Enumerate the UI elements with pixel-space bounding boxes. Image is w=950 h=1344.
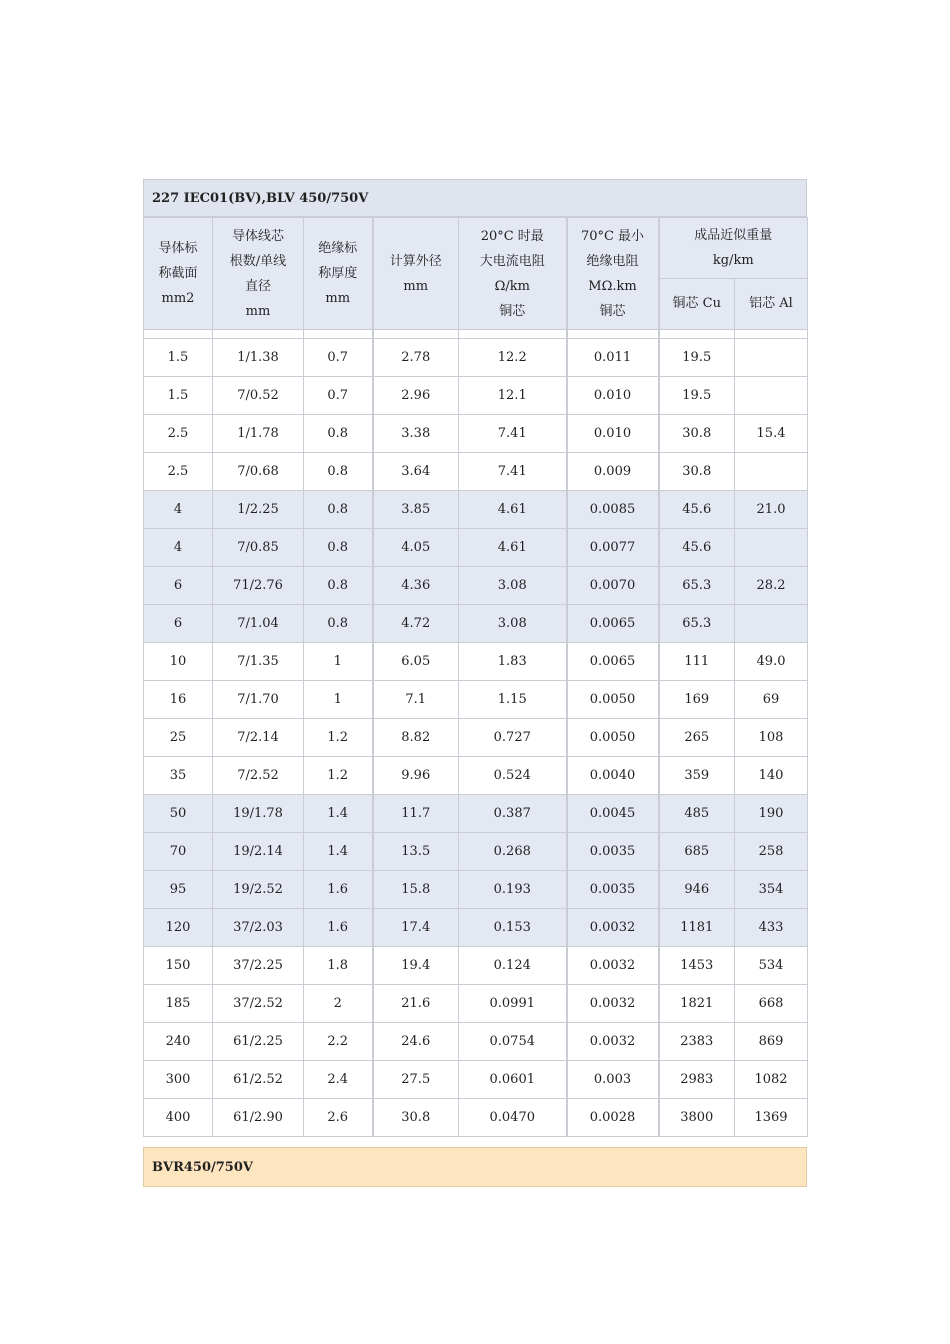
table-cell: 1369 bbox=[735, 1099, 808, 1137]
table-cell: 534 bbox=[735, 947, 808, 985]
table-row bbox=[144, 567, 808, 605]
table-row bbox=[144, 909, 808, 947]
header-line: 绝缘电阻 bbox=[586, 253, 639, 269]
header-insulation-thickness bbox=[304, 218, 373, 330]
table-cell: 0.0065 bbox=[567, 605, 659, 643]
table-cell: 65.3 bbox=[659, 567, 735, 605]
table-cell: 0.0470 bbox=[459, 1099, 567, 1137]
table-cell: 1.6 bbox=[304, 909, 373, 947]
table-cell: 265 bbox=[659, 719, 735, 757]
table-cell: 50 bbox=[144, 795, 213, 833]
table-cell: 1.5 bbox=[144, 377, 213, 415]
table-cell: 685 bbox=[659, 833, 735, 871]
table-cell: 95 bbox=[144, 871, 213, 909]
table-cell: 0.0032 bbox=[567, 985, 659, 1023]
table-cell: 1/1.78 bbox=[213, 415, 304, 453]
table-cell: 0.7 bbox=[304, 339, 373, 377]
table-cell: 150 bbox=[144, 947, 213, 985]
table-cell bbox=[735, 453, 808, 491]
table-cell: 37/2.52 bbox=[213, 985, 304, 1023]
table-cell: 0.0035 bbox=[567, 833, 659, 871]
header-conductor-strands bbox=[213, 218, 304, 330]
table-cell: 28.2 bbox=[735, 567, 808, 605]
table-cell: 2.4 bbox=[304, 1061, 373, 1099]
table-cell: 3.64 bbox=[373, 453, 459, 491]
table-cell: 1 bbox=[304, 681, 373, 719]
table-cell: 0.8 bbox=[304, 605, 373, 643]
table-cell: 0.8 bbox=[304, 415, 373, 453]
table-cell: 10 bbox=[144, 643, 213, 681]
table-cell: 1082 bbox=[735, 1061, 808, 1099]
header-line: 直径 bbox=[244, 278, 271, 294]
header-line: 铜芯 bbox=[599, 303, 626, 319]
table-cell: 71/2.76 bbox=[213, 567, 304, 605]
table-cell: 0.153 bbox=[459, 909, 567, 947]
table-cell: 1.4 bbox=[304, 833, 373, 871]
table-cell: 12.2 bbox=[459, 339, 567, 377]
table-cell: 190 bbox=[735, 795, 808, 833]
table-cell: 1181 bbox=[659, 909, 735, 947]
table-cell: 0.0077 bbox=[567, 529, 659, 567]
header-line: 成品近似重量 bbox=[694, 228, 773, 243]
table-cell: 35 bbox=[144, 757, 213, 795]
table-row bbox=[144, 339, 808, 377]
table-cell: 9.96 bbox=[373, 757, 459, 795]
table-cell: 21.6 bbox=[373, 985, 459, 1023]
table-cell: 0.0028 bbox=[567, 1099, 659, 1137]
table-cell: 0.0032 bbox=[567, 909, 659, 947]
table-cell: 7.41 bbox=[459, 415, 567, 453]
table-row bbox=[144, 605, 808, 643]
header-line: 计算外径 bbox=[389, 253, 442, 269]
table-cell: 169 bbox=[659, 681, 735, 719]
table-cell: 120 bbox=[144, 909, 213, 947]
table-cell: 21.0 bbox=[735, 491, 808, 529]
table-cell: 0.0754 bbox=[459, 1023, 567, 1061]
table-cell: 3.38 bbox=[373, 415, 459, 453]
table-cell: 45.6 bbox=[659, 491, 735, 529]
table-cell: 0.0065 bbox=[567, 643, 659, 681]
table-cell: 0.0601 bbox=[459, 1061, 567, 1099]
table-row bbox=[144, 377, 808, 415]
table-cell: 7/0.52 bbox=[213, 377, 304, 415]
table-cell: 4.61 bbox=[459, 529, 567, 567]
header-line: kg/km bbox=[712, 253, 754, 268]
table-cell: 6 bbox=[144, 567, 213, 605]
table-cell: 49.0 bbox=[735, 643, 808, 681]
table-row bbox=[144, 1061, 808, 1099]
table-cell: 2.6 bbox=[304, 1099, 373, 1137]
header-min-insulation-resistance bbox=[567, 218, 659, 330]
table-row bbox=[144, 453, 808, 491]
table-cell: 69 bbox=[735, 681, 808, 719]
header-line: 20°C 时最 bbox=[480, 228, 544, 244]
header-outer-diameter bbox=[373, 218, 459, 330]
header-max-resistance bbox=[459, 218, 567, 330]
header-line: 根数/单线 bbox=[229, 253, 287, 269]
header-line: MΩ.km bbox=[588, 278, 637, 294]
table-cell: 3.85 bbox=[373, 491, 459, 529]
table-cell: 0.0070 bbox=[567, 567, 659, 605]
table-cell: 7/2.14 bbox=[213, 719, 304, 757]
table-cell: 37/2.25 bbox=[213, 947, 304, 985]
table-cell: 19.5 bbox=[659, 377, 735, 415]
table-cell: 4 bbox=[144, 529, 213, 567]
table-cell: 0.0032 bbox=[567, 1023, 659, 1061]
table-cell: 140 bbox=[735, 757, 808, 795]
spec-table bbox=[143, 217, 808, 1137]
table-cell: 1 bbox=[304, 643, 373, 681]
table-cell: 0.0040 bbox=[567, 757, 659, 795]
table-cell: 0.0035 bbox=[567, 871, 659, 909]
header-line: mm bbox=[403, 278, 429, 294]
table-cell: 2.78 bbox=[373, 339, 459, 377]
table-cell: 0.011 bbox=[567, 339, 659, 377]
header-weight-copper: 铜芯 Cu bbox=[659, 279, 735, 330]
cable-spec-table-section bbox=[143, 179, 807, 1137]
table-cell: 8.82 bbox=[373, 719, 459, 757]
header-line: 称截面 bbox=[158, 266, 198, 281]
spec-table-body bbox=[144, 330, 808, 1137]
section-title-bv-blv: 227 IEC01(BV),BLV 450/750V bbox=[143, 179, 807, 217]
table-cell bbox=[735, 377, 808, 415]
table-cell: 1.4 bbox=[304, 795, 373, 833]
table-cell: 0.7 bbox=[304, 377, 373, 415]
table-cell: 1.6 bbox=[304, 871, 373, 909]
table-cell: 7/1.70 bbox=[213, 681, 304, 719]
table-cell: 0.0032 bbox=[567, 947, 659, 985]
table-cell bbox=[735, 605, 808, 643]
table-cell: 240 bbox=[144, 1023, 213, 1061]
table-cell: 3800 bbox=[659, 1099, 735, 1137]
header-line: Ω/km bbox=[494, 278, 530, 294]
table-cell: 1/2.25 bbox=[213, 491, 304, 529]
table-cell: 7/2.52 bbox=[213, 757, 304, 795]
table-cell: 19.5 bbox=[659, 339, 735, 377]
table-cell: 1.8 bbox=[304, 947, 373, 985]
table-cell: 1.15 bbox=[459, 681, 567, 719]
table-cell: 7/1.04 bbox=[213, 605, 304, 643]
table-cell: 11.7 bbox=[373, 795, 459, 833]
table-row bbox=[144, 643, 808, 681]
table-cell: 258 bbox=[735, 833, 808, 871]
table-cell: 946 bbox=[659, 871, 735, 909]
table-cell: 433 bbox=[735, 909, 808, 947]
table-cell: 1.5 bbox=[144, 339, 213, 377]
table-cell: 16 bbox=[144, 681, 213, 719]
table-row bbox=[144, 719, 808, 757]
table-row bbox=[144, 681, 808, 719]
table-cell: 111 bbox=[659, 643, 735, 681]
table-row bbox=[144, 1099, 808, 1137]
table-cell: 2.2 bbox=[304, 1023, 373, 1061]
table-cell: 4 bbox=[144, 491, 213, 529]
table-cell: 3.08 bbox=[459, 567, 567, 605]
table-cell: 0.010 bbox=[567, 377, 659, 415]
table-cell: 61/2.52 bbox=[213, 1061, 304, 1099]
table-row bbox=[144, 415, 808, 453]
table-cell: 0.0045 bbox=[567, 795, 659, 833]
header-line: 导体线芯 bbox=[231, 228, 284, 244]
table-cell: 0.8 bbox=[304, 529, 373, 567]
table-cell bbox=[735, 339, 808, 377]
table-cell: 7/0.85 bbox=[213, 529, 304, 567]
table-cell: 2.5 bbox=[144, 453, 213, 491]
table-cell: 2.96 bbox=[373, 377, 459, 415]
table-cell: 19.4 bbox=[373, 947, 459, 985]
table-cell: 19/2.52 bbox=[213, 871, 304, 909]
table-cell: 4.72 bbox=[373, 605, 459, 643]
table-cell: 30.8 bbox=[659, 453, 735, 491]
table-cell: 185 bbox=[144, 985, 213, 1023]
table-cell: 13.5 bbox=[373, 833, 459, 871]
table-cell: 0.010 bbox=[567, 415, 659, 453]
table-row bbox=[144, 947, 808, 985]
table-cell: 24.6 bbox=[373, 1023, 459, 1061]
table-cell: 6.05 bbox=[373, 643, 459, 681]
header-line: mm bbox=[245, 303, 271, 319]
table-cell: 0.8 bbox=[304, 567, 373, 605]
table-cell: 65.3 bbox=[659, 605, 735, 643]
table-cell: 0.8 bbox=[304, 453, 373, 491]
table-cell: 0.0050 bbox=[567, 719, 659, 757]
table-cell: 15.4 bbox=[735, 415, 808, 453]
table-cell: 3.08 bbox=[459, 605, 567, 643]
table-cell: 2.5 bbox=[144, 415, 213, 453]
table-cell: 0.124 bbox=[459, 947, 567, 985]
table-cell: 1453 bbox=[659, 947, 735, 985]
header-line: 绝缘标 bbox=[318, 241, 358, 256]
table-row bbox=[144, 529, 808, 567]
table-cell: 4.05 bbox=[373, 529, 459, 567]
section-title-bvr: BVR450/750V bbox=[143, 1147, 807, 1187]
table-cell: 300 bbox=[144, 1061, 213, 1099]
table-cell: 1/1.38 bbox=[213, 339, 304, 377]
header-cross-section bbox=[144, 218, 213, 330]
header-line: mm bbox=[325, 291, 351, 306]
table-cell: 37/2.03 bbox=[213, 909, 304, 947]
table-cell: 0.0085 bbox=[567, 491, 659, 529]
table-cell: 70 bbox=[144, 833, 213, 871]
table-cell: 354 bbox=[735, 871, 808, 909]
table-cell: 30.8 bbox=[659, 415, 735, 453]
table-cell: 2 bbox=[304, 985, 373, 1023]
table-cell: 1821 bbox=[659, 985, 735, 1023]
table-cell: 0.0991 bbox=[459, 985, 567, 1023]
header-line: 70°C 最小 bbox=[580, 228, 645, 244]
table-cell: 7/0.68 bbox=[213, 453, 304, 491]
table-cell: 0.0050 bbox=[567, 681, 659, 719]
table-cell: 6 bbox=[144, 605, 213, 643]
table-cell: 869 bbox=[735, 1023, 808, 1061]
table-cell: 4.61 bbox=[459, 491, 567, 529]
table-cell: 0.524 bbox=[459, 757, 567, 795]
table-cell: 668 bbox=[735, 985, 808, 1023]
table-cell: 7.1 bbox=[373, 681, 459, 719]
table-cell: 108 bbox=[735, 719, 808, 757]
table-cell: 17.4 bbox=[373, 909, 459, 947]
header-line: mm2 bbox=[161, 291, 195, 306]
table-cell: 400 bbox=[144, 1099, 213, 1137]
table-cell: 0.009 bbox=[567, 453, 659, 491]
table-cell: 359 bbox=[659, 757, 735, 795]
table-cell: 25 bbox=[144, 719, 213, 757]
table-row bbox=[144, 833, 808, 871]
table-row bbox=[144, 1023, 808, 1061]
table-cell: 7/1.35 bbox=[213, 643, 304, 681]
header-line: 称厚度 bbox=[318, 266, 358, 281]
table-cell: 0.727 bbox=[459, 719, 567, 757]
table-cell: 19/2.14 bbox=[213, 833, 304, 871]
table-cell: 61/2.90 bbox=[213, 1099, 304, 1137]
table-row bbox=[144, 985, 808, 1023]
table-cell: 1.2 bbox=[304, 719, 373, 757]
table-cell: 2383 bbox=[659, 1023, 735, 1061]
table-cell: 0.003 bbox=[567, 1061, 659, 1099]
table-cell: 30.8 bbox=[373, 1099, 459, 1137]
header-line: 大电流电阻 bbox=[479, 253, 545, 269]
table-cell: 485 bbox=[659, 795, 735, 833]
table-row bbox=[144, 871, 808, 909]
table-cell: 27.5 bbox=[373, 1061, 459, 1099]
table-cell: 19/1.78 bbox=[213, 795, 304, 833]
table-cell: 0.193 bbox=[459, 871, 567, 909]
table-cell: 1.2 bbox=[304, 757, 373, 795]
table-cell bbox=[735, 529, 808, 567]
table-row bbox=[144, 795, 808, 833]
table-cell: 2983 bbox=[659, 1061, 735, 1099]
table-cell: 61/2.25 bbox=[213, 1023, 304, 1061]
table-cell: 15.8 bbox=[373, 871, 459, 909]
header-line: 导体标 bbox=[158, 241, 198, 256]
table-cell: 0.8 bbox=[304, 491, 373, 529]
table-cell: 12.1 bbox=[459, 377, 567, 415]
table-cell: 45.6 bbox=[659, 529, 735, 567]
header-approx-weight bbox=[659, 218, 808, 279]
table-row bbox=[144, 757, 808, 795]
table-cell: 1.83 bbox=[459, 643, 567, 681]
header-line: 铜芯 bbox=[499, 303, 526, 319]
table-row bbox=[144, 491, 808, 529]
table-cell: 7.41 bbox=[459, 453, 567, 491]
table-cell: 4.36 bbox=[373, 567, 459, 605]
table-cell: 0.268 bbox=[459, 833, 567, 871]
table-cell: 0.387 bbox=[459, 795, 567, 833]
header-weight-aluminium: 铝芯 Al bbox=[735, 279, 808, 330]
